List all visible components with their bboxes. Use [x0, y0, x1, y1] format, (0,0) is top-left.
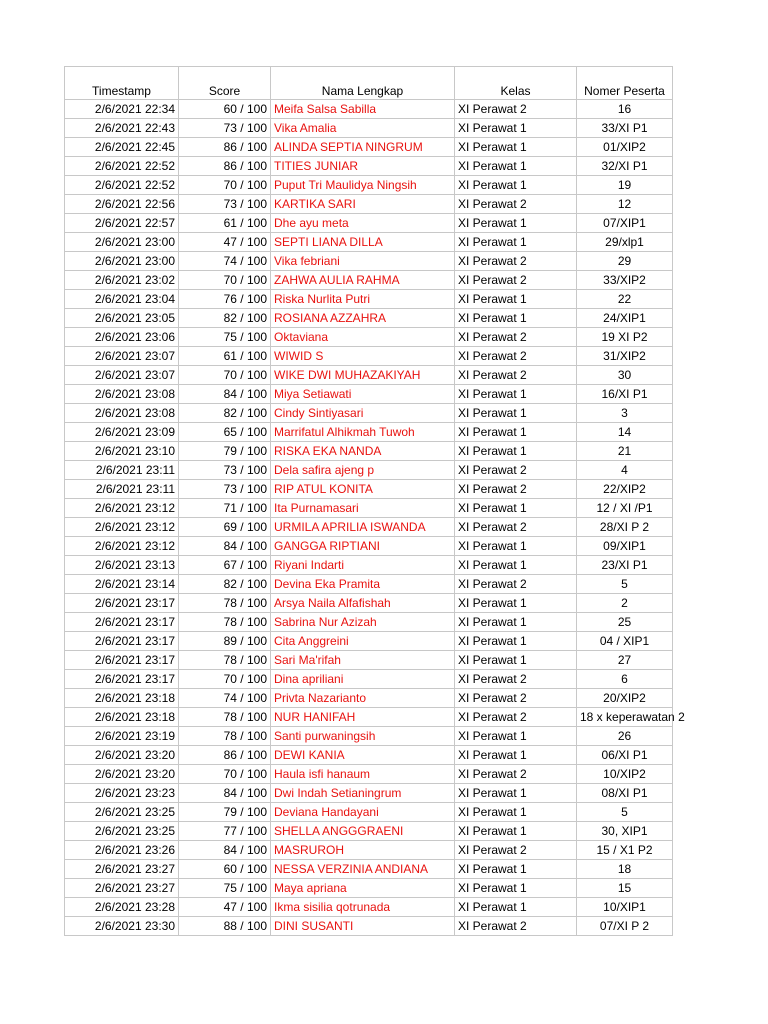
table-row: [65, 594, 673, 613]
kelas-cell: XI Perawat 1: [455, 176, 577, 195]
kelas-cell: XI Perawat 2: [455, 765, 577, 784]
kelas-cell: XI Perawat 1: [455, 803, 577, 822]
nomer-peserta-cell: 29/xlp1: [577, 233, 673, 252]
name-cell: DINI SUSANTI: [271, 917, 455, 936]
timestamp-cell: 2/6/2021 23:30: [65, 917, 179, 936]
name-cell: Maya apriana: [271, 879, 455, 898]
score-cell: 73 / 100: [179, 119, 271, 138]
timestamp-cell: 2/6/2021 23:27: [65, 879, 179, 898]
kelas-cell: XI Perawat 1: [455, 138, 577, 157]
timestamp-cell: 2/6/2021 22:52: [65, 176, 179, 195]
timestamp-cell: 2/6/2021 23:17: [65, 651, 179, 670]
timestamp-cell: 2/6/2021 23:12: [65, 499, 179, 518]
timestamp-cell: 2/6/2021 23:17: [65, 670, 179, 689]
name-cell: KARTIKA SARI: [271, 195, 455, 214]
score-cell: 84 / 100: [179, 784, 271, 803]
timestamp-cell: 2/6/2021 23:20: [65, 746, 179, 765]
kelas-cell: XI Perawat 2: [455, 518, 577, 537]
score-cell: 79 / 100: [179, 442, 271, 461]
nomer-peserta-cell: 22: [577, 290, 673, 309]
table-row: [65, 613, 673, 632]
score-cell: 60 / 100: [179, 860, 271, 879]
kelas-cell: XI Perawat 2: [455, 252, 577, 271]
table-row: [65, 499, 673, 518]
nomer-peserta-cell: 30, XIP1: [577, 822, 673, 841]
nomer-peserta-cell: 19: [577, 176, 673, 195]
nomer-peserta-cell: 33/XI P1: [577, 119, 673, 138]
name-cell: Cita Anggreini: [271, 632, 455, 651]
kelas-cell: XI Perawat 1: [455, 385, 577, 404]
score-cell: 75 / 100: [179, 328, 271, 347]
timestamp-cell: 2/6/2021 23:00: [65, 233, 179, 252]
timestamp-cell: 2/6/2021 23:09: [65, 423, 179, 442]
name-cell: NESSA VERZINIA ANDIANA: [271, 860, 455, 879]
results-table: [64, 66, 685, 936]
timestamp-cell: 2/6/2021 23:12: [65, 518, 179, 537]
header-score: Score: [179, 67, 271, 100]
name-cell: ZAHWA AULIA RAHMA: [271, 271, 455, 290]
table-row: [65, 803, 673, 822]
score-cell: 79 / 100: [179, 803, 271, 822]
table-row: [65, 765, 673, 784]
score-cell: 70 / 100: [179, 271, 271, 290]
score-cell: 47 / 100: [179, 898, 271, 917]
name-cell: ALINDA SEPTIA NINGRUM: [271, 138, 455, 157]
nomer-peserta-cell: 16: [577, 100, 673, 119]
timestamp-cell: 2/6/2021 23:04: [65, 290, 179, 309]
score-cell: 47 / 100: [179, 233, 271, 252]
kelas-cell: XI Perawat 1: [455, 860, 577, 879]
kelas-cell: XI Perawat 1: [455, 556, 577, 575]
score-cell: 61 / 100: [179, 214, 271, 233]
name-cell: Ita Purnamasari: [271, 499, 455, 518]
score-cell: 82 / 100: [179, 575, 271, 594]
timestamp-cell: 2/6/2021 22:52: [65, 157, 179, 176]
table-row: [65, 689, 673, 708]
nomer-peserta-cell: 26: [577, 727, 673, 746]
kelas-cell: XI Perawat 1: [455, 233, 577, 252]
score-cell: 88 / 100: [179, 917, 271, 936]
table-row: [65, 746, 673, 765]
nomer-peserta-cell: 21: [577, 442, 673, 461]
kelas-cell: XI Perawat 1: [455, 290, 577, 309]
table-row: [65, 841, 673, 860]
table-row: [65, 347, 673, 366]
table-row: [65, 195, 673, 214]
nomer-peserta-cell: 23/XI P1: [577, 556, 673, 575]
nomer-peserta-cell: 6: [577, 670, 673, 689]
name-cell: Ikma sisilia qotrunada: [271, 898, 455, 917]
timestamp-cell: 2/6/2021 23:14: [65, 575, 179, 594]
score-cell: 84 / 100: [179, 841, 271, 860]
nomer-peserta-cell: 08/XI P1: [577, 784, 673, 803]
kelas-cell: XI Perawat 1: [455, 822, 577, 841]
name-cell: SEPTI LIANA DILLA: [271, 233, 455, 252]
score-cell: 82 / 100: [179, 309, 271, 328]
table-row: [65, 879, 673, 898]
score-cell: 69 / 100: [179, 518, 271, 537]
score-cell: 73 / 100: [179, 195, 271, 214]
table-row: [65, 442, 673, 461]
timestamp-cell: 2/6/2021 23:19: [65, 727, 179, 746]
name-cell: TITIES JUNIAR: [271, 157, 455, 176]
score-cell: 61 / 100: [179, 347, 271, 366]
kelas-cell: XI Perawat 1: [455, 651, 577, 670]
table-row: [65, 632, 673, 651]
nomer-peserta-cell: 4: [577, 461, 673, 480]
nomer-peserta-cell: 04 / XIP1: [577, 632, 673, 651]
table-row: [65, 670, 673, 689]
nomer-peserta-cell: 10/XIP1: [577, 898, 673, 917]
table-row: [65, 784, 673, 803]
timestamp-cell: 2/6/2021 23:02: [65, 271, 179, 290]
kelas-cell: XI Perawat 1: [455, 879, 577, 898]
table-row: [65, 328, 673, 347]
score-cell: 70 / 100: [179, 765, 271, 784]
score-cell: 78 / 100: [179, 651, 271, 670]
table-row: [65, 252, 673, 271]
name-cell: WIKE DWI MUHAZAKIYAH: [271, 366, 455, 385]
name-cell: Cindy Sintiyasari: [271, 404, 455, 423]
kelas-cell: XI Perawat 1: [455, 898, 577, 917]
nomer-peserta-cell: 20/XIP2: [577, 689, 673, 708]
table-row: [65, 575, 673, 594]
kelas-cell: XI Perawat 2: [455, 841, 577, 860]
header-nama-lengkap: Nama Lengkap: [271, 67, 455, 100]
nomer-peserta-cell: 5: [577, 803, 673, 822]
score-cell: 70 / 100: [179, 176, 271, 195]
timestamp-cell: 2/6/2021 23:28: [65, 898, 179, 917]
score-cell: 73 / 100: [179, 480, 271, 499]
nomer-peserta-cell: 24/XIP1: [577, 309, 673, 328]
timestamp-cell: 2/6/2021 23:00: [65, 252, 179, 271]
kelas-cell: XI Perawat 1: [455, 632, 577, 651]
timestamp-cell: 2/6/2021 23:17: [65, 632, 179, 651]
name-cell: Oktaviana: [271, 328, 455, 347]
score-cell: 89 / 100: [179, 632, 271, 651]
name-cell: Privta Nazarianto: [271, 689, 455, 708]
table-row: [65, 214, 673, 233]
name-cell: Vika Amalia: [271, 119, 455, 138]
name-cell: NUR HANIFAH: [271, 708, 455, 727]
score-cell: 70 / 100: [179, 670, 271, 689]
kelas-cell: XI Perawat 2: [455, 195, 577, 214]
score-cell: 71 / 100: [179, 499, 271, 518]
timestamp-cell: 2/6/2021 23:17: [65, 613, 179, 632]
score-cell: 76 / 100: [179, 290, 271, 309]
score-cell: 86 / 100: [179, 746, 271, 765]
timestamp-cell: 2/6/2021 23:07: [65, 366, 179, 385]
table-row: [65, 233, 673, 252]
name-cell: Deviana Handayani: [271, 803, 455, 822]
nomer-peserta-cell: 15 / X1 P2: [577, 841, 673, 860]
name-cell: Dina apriliani: [271, 670, 455, 689]
score-cell: 86 / 100: [179, 138, 271, 157]
score-cell: 78 / 100: [179, 613, 271, 632]
table-row: [65, 271, 673, 290]
name-cell: Dela safira ajeng p: [271, 461, 455, 480]
kelas-cell: XI Perawat 2: [455, 480, 577, 499]
kelas-cell: XI Perawat 2: [455, 366, 577, 385]
nomer-peserta-cell: 16/XI P1: [577, 385, 673, 404]
kelas-cell: XI Perawat 2: [455, 100, 577, 119]
name-cell: DEWI KANIA: [271, 746, 455, 765]
timestamp-cell: 2/6/2021 23:05: [65, 309, 179, 328]
table-row: [65, 366, 673, 385]
score-cell: 74 / 100: [179, 689, 271, 708]
timestamp-cell: 2/6/2021 23:13: [65, 556, 179, 575]
kelas-cell: XI Perawat 1: [455, 157, 577, 176]
nomer-peserta-cell: 14: [577, 423, 673, 442]
name-cell: RIP ATUL KONITA: [271, 480, 455, 499]
table-row: [65, 727, 673, 746]
timestamp-cell: 2/6/2021 22:57: [65, 214, 179, 233]
name-cell: Haula isfi hanaum: [271, 765, 455, 784]
nomer-peserta-cell: 22/XIP2: [577, 480, 673, 499]
nomer-peserta-cell: 3: [577, 404, 673, 423]
table-row: [65, 556, 673, 575]
name-cell: URMILA APRILIA ISWANDA: [271, 518, 455, 537]
timestamp-cell: 2/6/2021 22:56: [65, 195, 179, 214]
timestamp-cell: 2/6/2021 23:20: [65, 765, 179, 784]
name-cell: MASRUROH: [271, 841, 455, 860]
score-cell: 78 / 100: [179, 708, 271, 727]
name-cell: Sabrina Nur Azizah: [271, 613, 455, 632]
table-row: [65, 822, 673, 841]
table-row: [65, 518, 673, 537]
kelas-cell: XI Perawat 2: [455, 461, 577, 480]
kelas-cell: XI Perawat 1: [455, 423, 577, 442]
header-nomer-peserta: Nomer Peserta: [577, 67, 673, 100]
name-cell: Dwi Indah Setianingrum: [271, 784, 455, 803]
kelas-cell: XI Perawat 2: [455, 917, 577, 936]
table-row: [65, 176, 673, 195]
score-cell: 78 / 100: [179, 727, 271, 746]
kelas-cell: XI Perawat 2: [455, 575, 577, 594]
kelas-cell: XI Perawat 1: [455, 309, 577, 328]
timestamp-cell: 2/6/2021 22:43: [65, 119, 179, 138]
timestamp-cell: 2/6/2021 23:10: [65, 442, 179, 461]
table-row: [65, 651, 673, 670]
table-row: [65, 423, 673, 442]
kelas-cell: XI Perawat 2: [455, 347, 577, 366]
timestamp-cell: 2/6/2021 23:07: [65, 347, 179, 366]
kelas-cell: XI Perawat 1: [455, 784, 577, 803]
nomer-peserta-cell: 5: [577, 575, 673, 594]
timestamp-cell: 2/6/2021 23:11: [65, 461, 179, 480]
timestamp-cell: 2/6/2021 23:12: [65, 537, 179, 556]
name-cell: Santi purwaningsih: [271, 727, 455, 746]
nomer-peserta-cell: 19 XI P2: [577, 328, 673, 347]
table-row: [65, 385, 673, 404]
nomer-peserta-cell: 09/XIP1: [577, 537, 673, 556]
score-cell: 74 / 100: [179, 252, 271, 271]
timestamp-cell: 2/6/2021 23:18: [65, 689, 179, 708]
kelas-cell: XI Perawat 1: [455, 537, 577, 556]
table-row: [65, 480, 673, 499]
kelas-cell: XI Perawat 2: [455, 271, 577, 290]
timestamp-cell: 2/6/2021 23:25: [65, 822, 179, 841]
table-row: [65, 309, 673, 328]
kelas-cell: XI Perawat 1: [455, 404, 577, 423]
table-row: [65, 138, 673, 157]
timestamp-cell: 2/6/2021 23:11: [65, 480, 179, 499]
timestamp-cell: 2/6/2021 23:18: [65, 708, 179, 727]
nomer-peserta-cell: 07/XI P 2: [577, 917, 673, 936]
timestamp-cell: 2/6/2021 22:34: [65, 100, 179, 119]
kelas-cell: XI Perawat 2: [455, 328, 577, 347]
kelas-cell: XI Perawat 1: [455, 613, 577, 632]
table-row: [65, 898, 673, 917]
timestamp-cell: 2/6/2021 22:45: [65, 138, 179, 157]
nomer-peserta-cell: 06/XI P1: [577, 746, 673, 765]
name-cell: ROSIANA AZZAHRA: [271, 309, 455, 328]
score-cell: 82 / 100: [179, 404, 271, 423]
name-cell: Miya Setiawati: [271, 385, 455, 404]
timestamp-cell: 2/6/2021 23:26: [65, 841, 179, 860]
nomer-peserta-cell: 33/XIP2: [577, 271, 673, 290]
nomer-peserta-cell: 28/XI P 2: [577, 518, 673, 537]
score-cell: 84 / 100: [179, 537, 271, 556]
name-cell: GANGGA RIPTIANI: [271, 537, 455, 556]
name-cell: Sari Ma'rifah: [271, 651, 455, 670]
score-cell: 60 / 100: [179, 100, 271, 119]
table-row: [65, 290, 673, 309]
table-row: [65, 157, 673, 176]
timestamp-cell: 2/6/2021 23:17: [65, 594, 179, 613]
timestamp-cell: 2/6/2021 23:08: [65, 404, 179, 423]
kelas-cell: XI Perawat 1: [455, 214, 577, 233]
kelas-cell: XI Perawat 1: [455, 119, 577, 138]
nomer-peserta-cell: 25: [577, 613, 673, 632]
timestamp-cell: 2/6/2021 23:25: [65, 803, 179, 822]
table-row: [65, 404, 673, 423]
name-cell: RISKA EKA NANDA: [271, 442, 455, 461]
name-cell: WIWID S: [271, 347, 455, 366]
nomer-peserta-cell: 27: [577, 651, 673, 670]
score-cell: 73 / 100: [179, 461, 271, 480]
table-row: [65, 917, 673, 936]
table-row: [65, 119, 673, 138]
nomer-peserta-cell: 07/XIP1: [577, 214, 673, 233]
name-cell: Meifa Salsa Sabilla: [271, 100, 455, 119]
score-cell: 65 / 100: [179, 423, 271, 442]
nomer-peserta-cell: 31/XIP2: [577, 347, 673, 366]
timestamp-cell: 2/6/2021 23:27: [65, 860, 179, 879]
header-row: [65, 67, 673, 100]
score-cell: 67 / 100: [179, 556, 271, 575]
score-cell: 70 / 100: [179, 366, 271, 385]
nomer-peserta-cell: 29: [577, 252, 673, 271]
name-cell: Riska Nurlita Putri: [271, 290, 455, 309]
table-row: [65, 537, 673, 556]
nomer-peserta-cell: 18: [577, 860, 673, 879]
kelas-cell: XI Perawat 2: [455, 708, 577, 727]
name-cell: Devina Eka Pramita: [271, 575, 455, 594]
kelas-cell: XI Perawat 1: [455, 594, 577, 613]
table-row: [65, 860, 673, 879]
name-cell: SHELLA ANGGGRAENI: [271, 822, 455, 841]
table-row: [65, 708, 673, 727]
timestamp-cell: 2/6/2021 23:08: [65, 385, 179, 404]
name-cell: Vika febriani: [271, 252, 455, 271]
score-cell: 78 / 100: [179, 594, 271, 613]
kelas-cell: XI Perawat 2: [455, 670, 577, 689]
kelas-cell: XI Perawat 1: [455, 746, 577, 765]
kelas-cell: XI Perawat 1: [455, 499, 577, 518]
name-cell: Arsya Naila Alfafishah: [271, 594, 455, 613]
nomer-peserta-cell: 32/XI P1: [577, 157, 673, 176]
nomer-peserta-cell: 15: [577, 879, 673, 898]
kelas-cell: XI Perawat 1: [455, 442, 577, 461]
nomer-peserta-cell: 01/XIP2: [577, 138, 673, 157]
kelas-cell: XI Perawat 2: [455, 689, 577, 708]
table-row: [65, 461, 673, 480]
name-cell: Puput Tri Maulidya Ningsih: [271, 176, 455, 195]
header-timestamp: Timestamp: [65, 67, 179, 100]
nomer-peserta-cell: 30: [577, 366, 673, 385]
name-cell: Dhe ayu meta: [271, 214, 455, 233]
table-row: [65, 100, 673, 119]
name-cell: Riyani Indarti: [271, 556, 455, 575]
score-cell: 84 / 100: [179, 385, 271, 404]
timestamp-cell: 2/6/2021 23:06: [65, 328, 179, 347]
score-cell: 86 / 100: [179, 157, 271, 176]
score-cell: 77 / 100: [179, 822, 271, 841]
nomer-peserta-cell: 2: [577, 594, 673, 613]
nomer-peserta-cell: 12 / XI /P1: [577, 499, 673, 518]
nomer-peserta-cell: 10/XIP2: [577, 765, 673, 784]
name-cell: Marrifatul Alhikmah Tuwoh: [271, 423, 455, 442]
nomer-peserta-cell: 18 x keperawatan 2: [577, 708, 673, 727]
kelas-cell: XI Perawat 1: [455, 727, 577, 746]
nomer-peserta-cell: 12: [577, 195, 673, 214]
timestamp-cell: 2/6/2021 23:23: [65, 784, 179, 803]
score-cell: 75 / 100: [179, 879, 271, 898]
header-kelas: Kelas: [455, 67, 577, 100]
